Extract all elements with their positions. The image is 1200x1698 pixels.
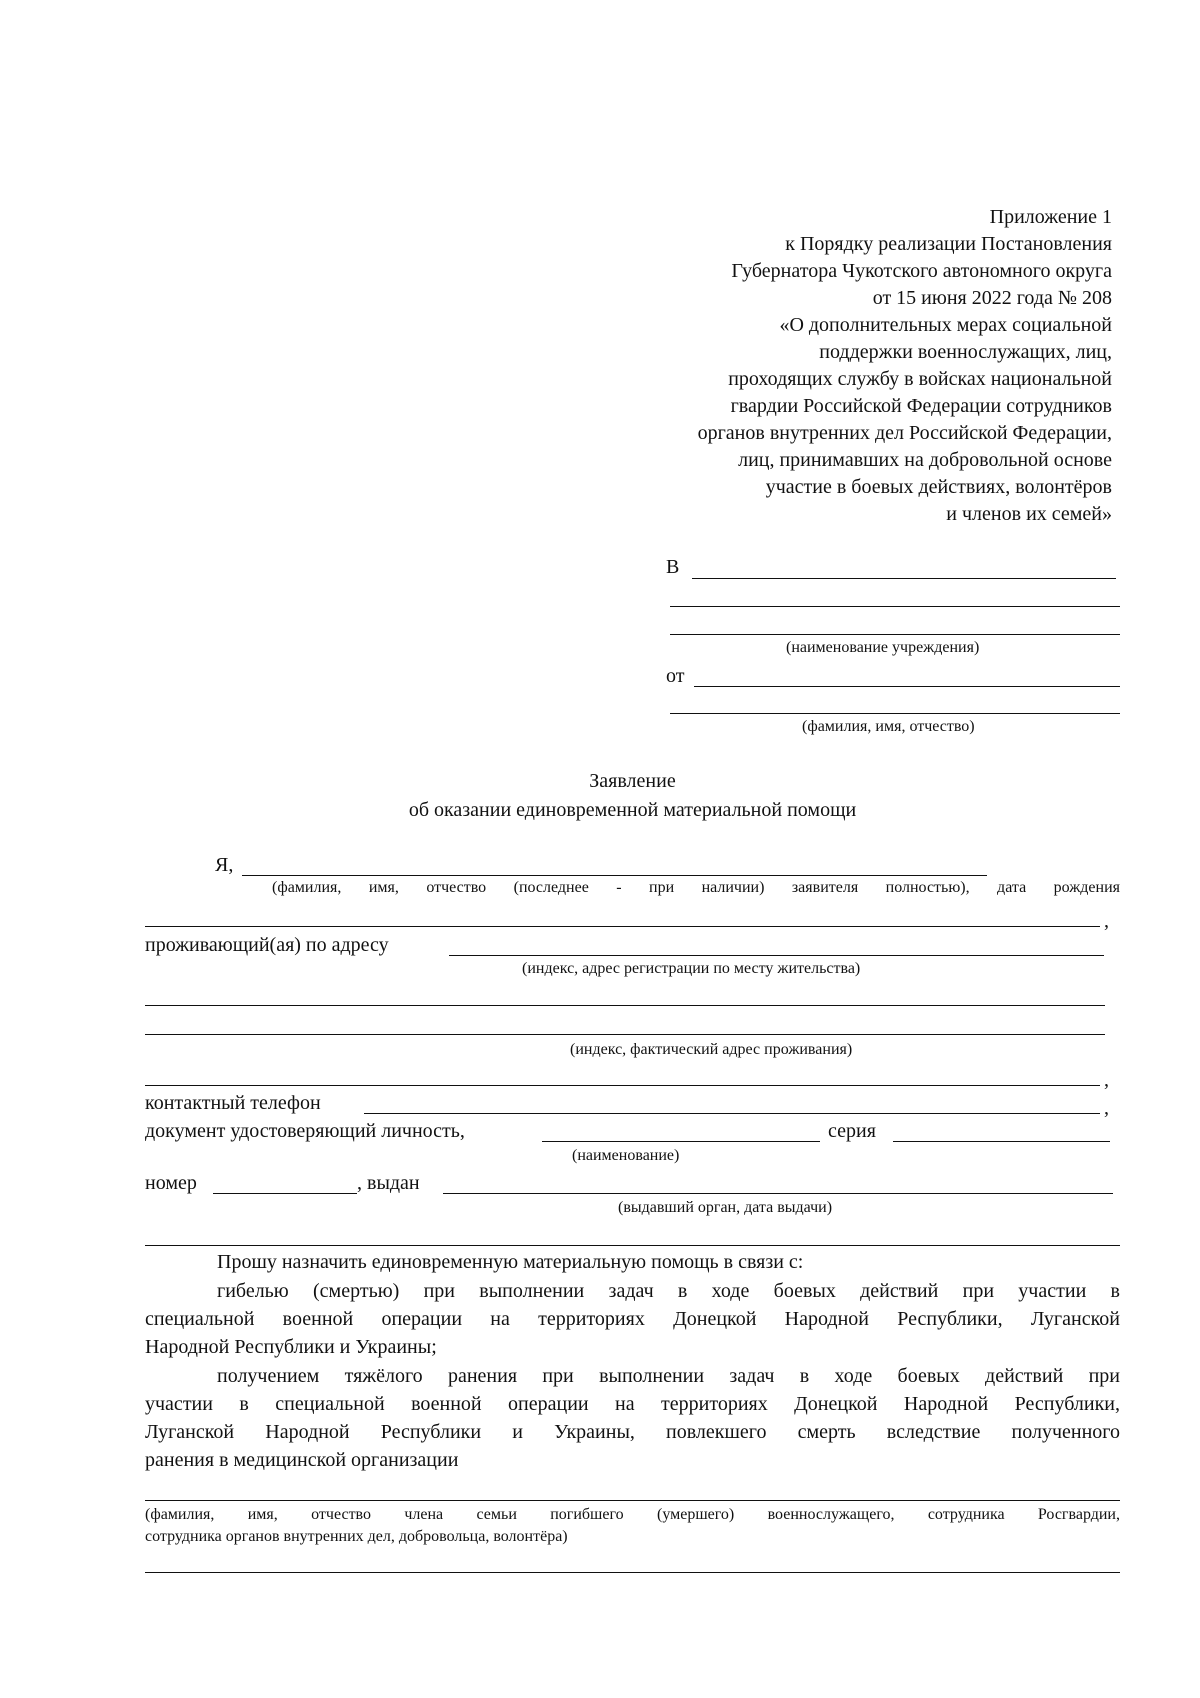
number-field[interactable] [213,1193,357,1194]
header-line: Губернатора Чукотского автономного округа [731,260,1112,282]
issuer-caption: (выдавший орган, дата выдачи) [618,1199,833,1216]
header-line: гвардии Российской Федерации сотрудников [730,395,1112,417]
actual-address-caption: (индекс, фактический адрес проживания) [570,1041,853,1058]
reason-2-line: участии в специальной военной операции на территориях Донецкой Народной Республики, [145,1393,1120,1415]
reason-1-line: специальной военной операции на территориях Донецкой Народной Республики, Луганской [145,1308,1120,1330]
header-line: органов внутренних дел Российской Федерации, [697,422,1112,444]
institution-field-1[interactable] [692,578,1116,579]
id-document-caption: (наименование) [572,1147,680,1164]
series-label: серия [828,1120,876,1142]
reason-1-line: гибелью (смертью) при выполнении задач в ходе боевых действий при участии в [217,1280,1120,1302]
institution-field-3[interactable] [670,634,1120,635]
reg-address-field[interactable] [449,955,1104,956]
document-subtitle: об оказании единовременной материальной помощи [408,799,857,821]
id-document-label: документ удостоверяющий личность, [145,1120,465,1142]
from-fio-caption: (фамилия, имя, отчество) [802,718,975,735]
family-member-caption-line: сотрудника органов внутренних дел, добровольца, волонтёра) [145,1528,568,1545]
institution-field-2[interactable] [670,606,1120,607]
comma: , [1104,1097,1109,1119]
family-member-caption-line: (фамилия, имя, отчество члена семьи погибшего (умершего) военнослужащего, сотрудника Росгвардии, [145,1506,1120,1523]
header-line: от 15 июня 2022 года № 208 [872,287,1112,309]
birthdate-field[interactable] [145,926,1100,927]
from-fio-field-1[interactable] [694,686,1120,687]
applicant-fio-field[interactable] [242,875,987,876]
header-line: участие в боевых действиях, волонтёров [765,476,1112,498]
header-line: поддержки военнослужащих, лиц, [819,341,1112,363]
phone-label: контактный телефон [145,1092,321,1114]
family-member-fio-field[interactable] [145,1500,1120,1501]
reason-2-line: получением тяжёлого ранения при выполнении задач в ходе боевых действий при [217,1365,1120,1387]
header-line: к Порядку реализации Постановления [785,233,1112,255]
number-label: номер [145,1172,197,1194]
header-line: Приложение 1 [989,206,1112,228]
document-title: Заявление [589,770,676,792]
comma: , [1104,910,1109,932]
comma: , [1104,1069,1109,1091]
institution-caption: (наименование учреждения) [786,639,980,656]
family-member-fio-field-2[interactable] [145,1572,1120,1573]
header-line: проходящих службу в войсках национальной [728,368,1112,390]
header-line: и членов их семей» [946,503,1112,525]
actual-address-field-2[interactable] [145,1085,1100,1086]
issuer-field[interactable] [443,1193,1113,1194]
request-intro: Прошу назначить единовременную материальную помощь в связи с: [217,1251,804,1273]
id-document-name-field[interactable] [542,1141,820,1142]
issuer-field-2[interactable] [145,1245,1120,1246]
to-label: В [666,556,680,578]
applicant-fio-caption: (фамилия, имя, отчество (последнее - при наличии) заявителя полностью), дата рождения [272,879,1120,896]
actual-address-field[interactable] [145,1034,1105,1035]
phone-field[interactable] [364,1113,1100,1114]
from-label: от [666,665,685,687]
reg-address-caption: (индекс, адрес регистрации по месту жительства) [522,960,861,977]
issued-label: , выдан [357,1172,420,1194]
reg-address-field-2[interactable] [145,1005,1105,1006]
header-line: лиц, принимавших на добровольной основе [738,449,1112,471]
i-label: Я, [215,854,234,876]
reason-1-line: Народной Республики и Украины; [145,1336,437,1358]
reason-2-line: ранения в медицинской организации [145,1449,459,1471]
reg-address-label: проживающий(ая) по адресу [145,934,389,956]
from-fio-field-2[interactable] [670,713,1120,714]
series-field[interactable] [893,1141,1110,1142]
header-line: «О дополнительных мерах социальной [779,314,1112,336]
reason-2-line: Луганской Народной Республики и Украины, повлекшего смерть вследствие полученного [145,1421,1120,1443]
